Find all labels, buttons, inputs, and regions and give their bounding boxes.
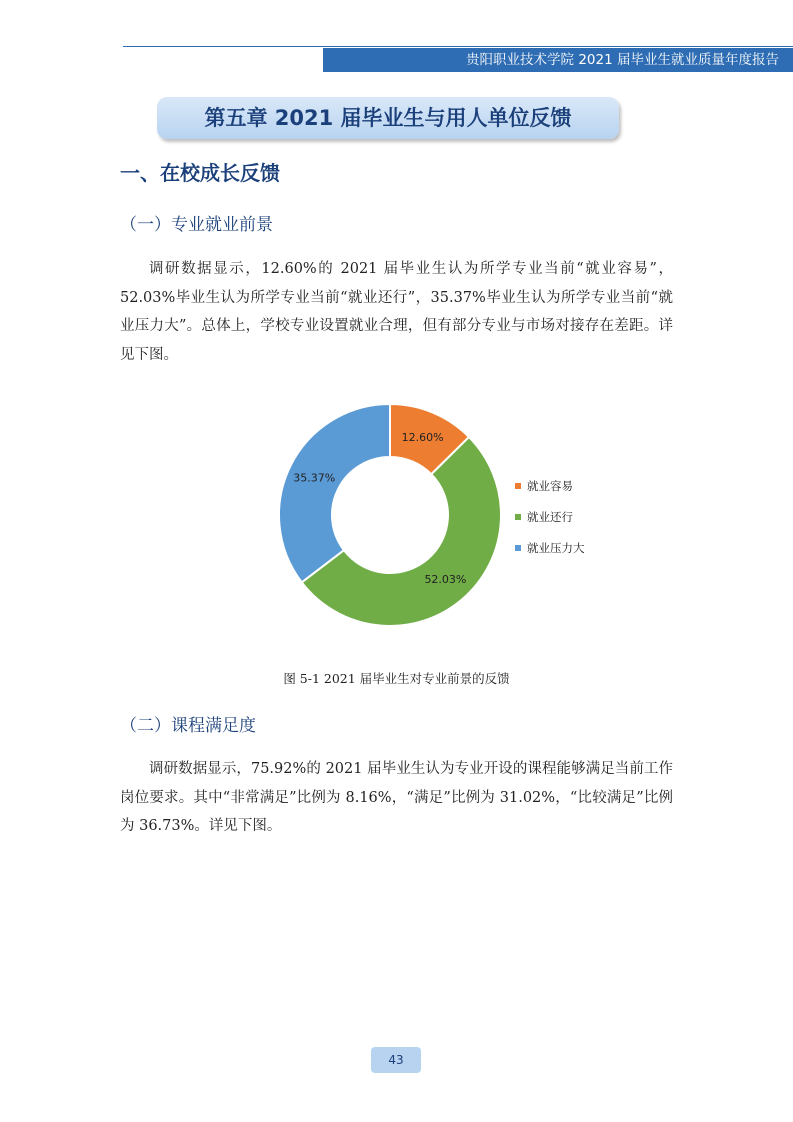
legend-label: 就业压力大 <box>527 541 585 555</box>
data-label-2: 52.03% <box>424 572 467 586</box>
paragraph-2: 调研数据显示，75.92%的 2021 届毕业生认为专业开设的课程能够满足当前工作岗位要求。其中“非常满足”比例为 8.16%，“满足”比例为 31.02%，“比较满足”比例为 36.73%。详见下图。 <box>120 761 673 834</box>
header-rule <box>123 46 793 47</box>
legend-item-1 <box>515 478 585 494</box>
legend-label: 就业容易 <box>527 479 573 493</box>
data-label-3: 35.37% <box>293 471 336 485</box>
section-heading: 一、在校成长反馈 <box>120 161 280 185</box>
legend-label: 就业还行 <box>527 510 573 524</box>
legend-swatch <box>515 483 521 489</box>
donut-slice-3 <box>279 404 390 582</box>
figure-caption: 图 5-1 2021 届毕业生对专业前景的反馈 <box>283 671 510 686</box>
data-label-1: 12.60% <box>401 431 444 445</box>
subsection-heading-2: （二）课程满足度 <box>120 716 256 736</box>
legend-swatch <box>515 514 521 520</box>
legend-item-3 <box>515 540 585 556</box>
legend-item-2 <box>515 509 585 525</box>
subsection-heading-1: （一）专业就业前景 <box>120 215 273 235</box>
legend-swatch <box>515 545 521 551</box>
chapter-title: 第五章 2021 届毕业生与用人单位反馈 <box>157 97 619 139</box>
chart-legend <box>515 478 585 571</box>
paragraph-1: 调研数据显示，12.60%的 2021 届毕业生认为所学专业当前“就业容易”，52.03%毕业生认为所学专业当前“就业还行”，35.37%毕业生认为所学专业当前“就业压力大”。总体上，学校专业设置就业合理，但有部分专业与市场对接存在差距。详见下图。 <box>120 261 673 363</box>
page-number: 43 <box>371 1047 421 1073</box>
running-header: 贵阳职业技术学院 2021 届毕业生就业质量年度报告 <box>323 48 793 72</box>
